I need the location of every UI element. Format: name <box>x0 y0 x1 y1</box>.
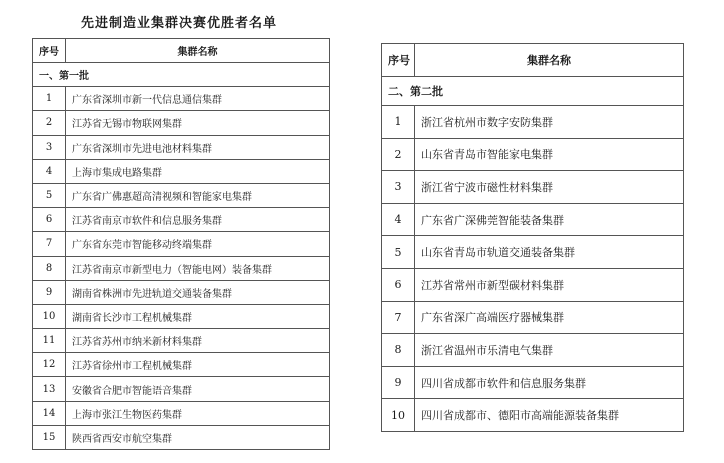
cluster-name: 广东省广佛惠超高清视频和智能家电集群 <box>66 183 330 207</box>
cluster-name: 广东省深圳市先进电池材料集群 <box>66 135 330 159</box>
table-row <box>382 301 684 334</box>
row-number: 9 <box>382 366 415 399</box>
table-row <box>33 87 330 111</box>
row-number: 7 <box>33 232 66 256</box>
cluster-name: 江苏省南京市新型电力（智能电网）装备集群 <box>66 256 330 280</box>
table-row <box>382 106 684 139</box>
table-row <box>382 399 684 432</box>
row-number: 1 <box>382 106 415 139</box>
table-row <box>33 377 330 401</box>
row-number: 10 <box>33 304 66 328</box>
cluster-name: 江苏省南京市软件和信息服务集群 <box>66 208 330 232</box>
cluster-name: 广东省广深佛莞智能装备集群 <box>415 203 684 236</box>
batch1-table <box>32 38 330 450</box>
table-row <box>382 334 684 367</box>
table-row <box>33 280 330 304</box>
cluster-name: 湖南省长沙市工程机械集群 <box>66 304 330 328</box>
row-number: 9 <box>33 280 66 304</box>
table-row <box>382 366 684 399</box>
section-row <box>33 63 330 87</box>
cluster-name: 江苏省徐州市工程机械集群 <box>66 353 330 377</box>
table-row <box>33 159 330 183</box>
table-row <box>382 268 684 301</box>
table-row <box>33 183 330 207</box>
cluster-name: 江苏省苏州市纳米新材料集群 <box>66 329 330 353</box>
row-number: 7 <box>382 301 415 334</box>
cluster-name: 陕西省西安市航空集群 <box>66 425 330 449</box>
row-number: 2 <box>33 111 66 135</box>
table-row <box>33 353 330 377</box>
row-number: 4 <box>382 203 415 236</box>
row-number: 11 <box>33 329 66 353</box>
cluster-name: 江苏省无锡市物联网集群 <box>66 111 330 135</box>
cluster-name: 四川省成都市软件和信息服务集群 <box>415 366 684 399</box>
table-row <box>33 425 330 449</box>
section-label: 一、第一批 <box>33 63 330 87</box>
row-number: 6 <box>382 268 415 301</box>
table-row <box>33 232 330 256</box>
row-number: 8 <box>33 256 66 280</box>
row-number: 3 <box>33 135 66 159</box>
cluster-name: 四川省成都市、德阳市高端能源装备集群 <box>415 399 684 432</box>
table-row <box>382 171 684 204</box>
row-number: 5 <box>33 183 66 207</box>
section-row <box>382 77 684 106</box>
row-number: 6 <box>33 208 66 232</box>
table-row <box>382 236 684 269</box>
table-row <box>33 208 330 232</box>
table-row <box>33 135 330 159</box>
table-row <box>33 401 330 425</box>
table-row <box>382 138 684 171</box>
header-name: 集群名称 <box>415 44 684 77</box>
header-num: 序号 <box>33 39 66 63</box>
table-row <box>33 111 330 135</box>
section-label: 二、第二批 <box>382 77 684 106</box>
cluster-name: 广东省深广高端医疗器械集群 <box>415 301 684 334</box>
header-name: 集群名称 <box>66 39 330 63</box>
table-row <box>382 203 684 236</box>
cluster-name: 山东省青岛市智能家电集群 <box>415 138 684 171</box>
table-header-row <box>33 39 330 63</box>
table-header-row <box>382 44 684 77</box>
row-number: 14 <box>33 401 66 425</box>
cluster-name: 广东省深圳市新一代信息通信集群 <box>66 87 330 111</box>
table-row <box>33 304 330 328</box>
batch2-table <box>381 43 684 432</box>
row-number: 15 <box>33 425 66 449</box>
cluster-name: 上海市张江生物医药集群 <box>66 401 330 425</box>
table-row <box>33 329 330 353</box>
header-num: 序号 <box>382 44 415 77</box>
cluster-name: 广东省东莞市智能移动终端集群 <box>66 232 330 256</box>
cluster-name: 浙江省杭州市数字安防集群 <box>415 106 684 139</box>
row-number: 3 <box>382 171 415 204</box>
row-number: 13 <box>33 377 66 401</box>
cluster-name: 上海市集成电路集群 <box>66 159 330 183</box>
cluster-name: 浙江省宁波市磁性材料集群 <box>415 171 684 204</box>
row-number: 2 <box>382 138 415 171</box>
row-number: 10 <box>382 399 415 432</box>
cluster-name: 江苏省常州市新型碳材料集群 <box>415 268 684 301</box>
cluster-name: 安徽省合肥市智能语音集群 <box>66 377 330 401</box>
cluster-name: 湖南省株洲市先进轨道交通装备集群 <box>66 280 330 304</box>
page-title: 先进制造业集群决赛优胜者名单 <box>80 16 277 31</box>
table-row <box>33 256 330 280</box>
row-number: 12 <box>33 353 66 377</box>
row-number: 4 <box>33 159 66 183</box>
row-number: 5 <box>382 236 415 269</box>
row-number: 8 <box>382 334 415 367</box>
cluster-name: 山东省青岛市轨道交通装备集群 <box>415 236 684 269</box>
row-number: 1 <box>33 87 66 111</box>
cluster-name: 浙江省温州市乐清电气集群 <box>415 334 684 367</box>
